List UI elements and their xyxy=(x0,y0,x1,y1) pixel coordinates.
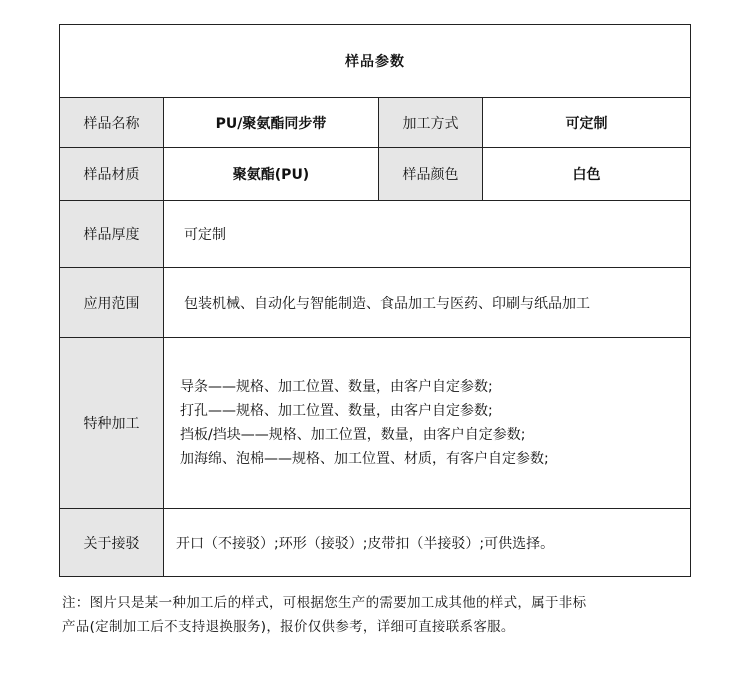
footnote-line: 注：图片只是某一种加工后的样式，可根据您生产的需要加工成其他的样式，属于非标 xyxy=(62,595,587,611)
feature-item: 加海绵、泡棉——规格、加工位置、材质，有客户自定参数; xyxy=(180,451,549,467)
joint-label: 关于接驳 xyxy=(60,509,164,577)
thickness-value: 可定制 xyxy=(164,201,691,268)
process-label: 加工方式 xyxy=(379,98,483,148)
table-row xyxy=(60,98,691,148)
features-list xyxy=(164,338,691,509)
color-value: 白色 xyxy=(483,148,691,201)
process-value: 可定制 xyxy=(483,98,691,148)
footnote xyxy=(62,591,702,639)
feature-item: 挡板/挡块——规格、加工位置，数量，由客户自定参数; xyxy=(180,427,526,443)
thickness-label: 样品厚度 xyxy=(60,201,164,268)
table-row xyxy=(60,268,691,338)
material-value: 聚氨酯(PU) xyxy=(164,148,379,201)
table-title: 样品参数 xyxy=(60,25,691,98)
table-row xyxy=(60,148,691,201)
spec-table xyxy=(59,24,691,577)
name-label: 样品名称 xyxy=(60,98,164,148)
material-label: 样品材质 xyxy=(60,148,164,201)
color-label: 样品颜色 xyxy=(379,148,483,201)
application-label: 应用范围 xyxy=(60,268,164,338)
footnote-line: 产品(定制加工后不支持退换服务)，报价仅供参考，详细可直接联系客服。 xyxy=(62,619,515,635)
table-row xyxy=(60,201,691,268)
joint-value: 开口（不接驳）;环形（接驳）;皮带扣（半接驳）;可供选择。 xyxy=(164,509,691,577)
application-value: 包装机械、自动化与智能制造、食品加工与医药、印刷与纸品加工 xyxy=(164,268,691,338)
feature-item: 打孔——规格、加工位置、数量，由客户自定参数; xyxy=(180,403,493,419)
features-label: 特种加工 xyxy=(60,338,164,509)
title-row xyxy=(60,25,691,98)
table-row xyxy=(60,338,691,509)
table-row xyxy=(60,509,691,577)
name-value: PU/聚氨酯同步带 xyxy=(164,98,379,148)
feature-item: 导条——规格、加工位置、数量，由客户自定参数; xyxy=(180,379,493,395)
